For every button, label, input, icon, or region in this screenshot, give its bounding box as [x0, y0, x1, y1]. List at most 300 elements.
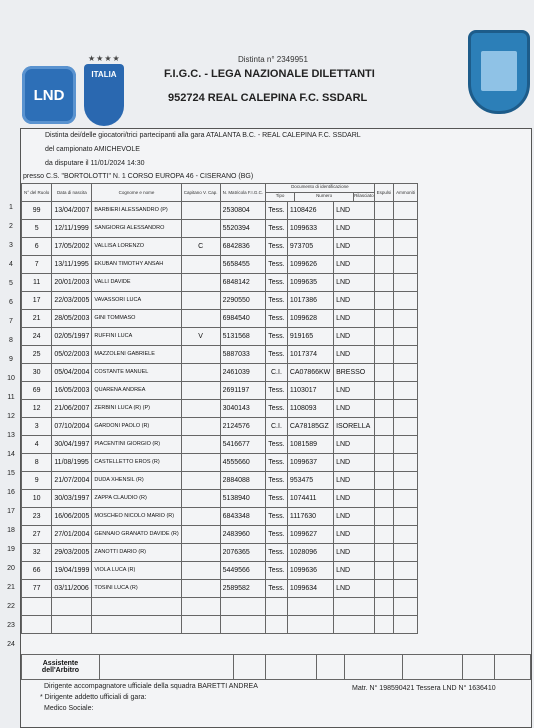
cell-cap — [181, 382, 220, 400]
cell-rilasciato: LND — [334, 382, 375, 400]
cell-espulsi — [374, 472, 394, 490]
cell-nome: BARBIERI ALESSANDRO (P) — [92, 202, 181, 220]
venue-info: presso C.S. "BORTOLOTTI" N. 1 CORSO EUROPA 46 - CISERANO (BG) — [23, 173, 254, 180]
championship-info: del campionato AMICHEVOLE — [45, 146, 140, 153]
cell-matricola: 5416677 — [220, 436, 266, 454]
cell-numero: 1017374 — [287, 346, 333, 364]
dirigente-addetto: * Dirigente addetto ufficiali di gara: — [40, 694, 147, 701]
cell-nascita: 05/02/2003 — [52, 346, 92, 364]
cell-rilasciato: LND — [334, 580, 375, 598]
cell-espulsi — [374, 400, 394, 418]
cell-matricola: 2483960 — [220, 526, 266, 544]
lnd-logo — [22, 66, 76, 124]
table-row — [22, 580, 418, 598]
cell-espulsi — [374, 616, 394, 634]
row-number: 16 — [7, 489, 15, 496]
real-calepina-club-crest — [468, 30, 530, 114]
cell-tipo: Tess. — [266, 454, 288, 472]
cell-cap — [181, 364, 220, 382]
cell-tipo: Tess. — [266, 580, 288, 598]
cell-numero: 1074411 — [287, 490, 333, 508]
cell-numero: 953475 — [287, 472, 333, 490]
cell-rilasciato: LND — [334, 292, 375, 310]
cell-ammoniti — [394, 328, 418, 346]
cell-espulsi — [374, 598, 394, 616]
cell-ammoniti — [394, 400, 418, 418]
cell-ruolo: 4 — [22, 436, 52, 454]
cell-ammoniti — [394, 256, 418, 274]
cell-cap — [181, 454, 220, 472]
cell-cap — [181, 598, 220, 616]
table-row — [22, 418, 418, 436]
cell-matricola: 6842836 — [220, 238, 266, 256]
cell-matricola: 4555660 — [220, 454, 266, 472]
cell-numero: 1028096 — [287, 544, 333, 562]
cell-espulsi — [374, 346, 394, 364]
row-number: 14 — [7, 451, 15, 458]
figc-italia-logo — [84, 64, 124, 126]
cell-espulsi — [374, 454, 394, 472]
table-row — [22, 508, 418, 526]
cell-nome: EKUBAN TIMOTHY ANSAH — [92, 256, 181, 274]
cell-cap — [181, 400, 220, 418]
cell-nome: VALLISA LORENZO — [92, 238, 181, 256]
cell-matricola: 5138940 — [220, 490, 266, 508]
cell-rilasciato: LND — [334, 220, 375, 238]
cell-nascita: 20/01/2003 — [52, 274, 92, 292]
cell-rilasciato: LND — [334, 544, 375, 562]
cell-numero: 1099637 — [287, 454, 333, 472]
cell-ammoniti — [394, 202, 418, 220]
cell-espulsi — [374, 202, 394, 220]
cell-nome: MOSCHEO NICOLO MARIO (R) — [92, 508, 181, 526]
cell-rilasciato: BRESSO — [334, 364, 375, 382]
cell-matricola — [220, 616, 266, 634]
cell-ammoniti — [394, 454, 418, 472]
cell-matricola: 2076365 — [220, 544, 266, 562]
row-number: 23 — [7, 622, 15, 629]
row-number: 7 — [9, 318, 13, 325]
cell-tipo: Tess. — [266, 256, 288, 274]
cell-nome: MAZZOLENI GABRIELE — [92, 346, 181, 364]
cell-nascita: 27/01/2004 — [52, 526, 92, 544]
cell-nome: GINI TOMMASO — [92, 310, 181, 328]
table-row — [22, 238, 418, 256]
cell-tipo: Tess. — [266, 490, 288, 508]
cell-cap — [181, 436, 220, 454]
cell-ammoniti — [394, 508, 418, 526]
row-number: 21 — [7, 584, 15, 591]
row-number: 2 — [9, 223, 13, 230]
cell-nascita: 29/03/2005 — [52, 544, 92, 562]
cell-numero: 1099626 — [287, 256, 333, 274]
cell-nome: ZANOTTI DARIO (R) — [92, 544, 181, 562]
cell-nome: CASTELLETTO EROS (R) — [92, 454, 181, 472]
cell-espulsi — [374, 256, 394, 274]
cell-tipo: Tess. — [266, 436, 288, 454]
cell-nascita — [52, 616, 92, 634]
cell-rilasciato: LND — [334, 454, 375, 472]
cell-ruolo: 77 — [22, 580, 52, 598]
distinta-number: Distinta n° 2349951 — [238, 55, 308, 64]
table-row — [22, 598, 418, 616]
cell-nome: DUDA XHENSIL (R) — [92, 472, 181, 490]
row-number: 11 — [7, 394, 15, 401]
cell-rilasciato: LND — [334, 526, 375, 544]
cell-tipo: Tess. — [266, 292, 288, 310]
cell-nascita: 17/05/2002 — [52, 238, 92, 256]
table-row — [22, 472, 418, 490]
header-numero: Numero — [295, 193, 354, 201]
cell-ruolo: 11 — [22, 274, 52, 292]
distinta-sheet — [20, 128, 532, 728]
cell-nome: VAVASSORI LUCA — [92, 292, 181, 310]
header-matricola: N. Matricola F.I.G.C. — [220, 184, 266, 202]
cell-tipo: Tess. — [266, 202, 288, 220]
cell-ruolo: 10 — [22, 490, 52, 508]
cell-cap — [181, 292, 220, 310]
header-ammoniti: Ammoniti — [394, 184, 418, 202]
cell-numero: 919165 — [287, 328, 333, 346]
stars-decoration: ★★★★ — [88, 54, 121, 63]
cell-rilasciato: LND — [334, 490, 375, 508]
header-ruolo: N° del Ruolo — [22, 184, 52, 202]
cell-cap — [181, 202, 220, 220]
cell-nascita: 30/04/1997 — [52, 436, 92, 454]
cell-tipo: Tess. — [266, 400, 288, 418]
figc-logo-text: ITALIA — [91, 70, 117, 79]
table-row — [22, 544, 418, 562]
assistant-row — [21, 654, 531, 680]
cell-ammoniti — [394, 598, 418, 616]
cell-espulsi — [374, 490, 394, 508]
cell-numero: 1081589 — [287, 436, 333, 454]
cell-ruolo: 69 — [22, 382, 52, 400]
cell-espulsi — [374, 238, 394, 256]
cell-ruolo: 17 — [22, 292, 52, 310]
header-documento — [266, 184, 375, 202]
cell-tipo: Tess. — [266, 562, 288, 580]
cell-ruolo: 66 — [22, 562, 52, 580]
cell-cap — [181, 526, 220, 544]
cell-numero: 1108426 — [287, 202, 333, 220]
cell-tipo: Tess. — [266, 382, 288, 400]
cell-rilasciato: LND — [334, 400, 375, 418]
cell-rilasciato — [334, 616, 375, 634]
cell-matricola: 3040143 — [220, 400, 266, 418]
cell-nascita: 21/06/2007 — [52, 400, 92, 418]
cell-matricola: 5131568 — [220, 328, 266, 346]
row-number: 22 — [7, 603, 15, 610]
cell-nascita: 05/04/2004 — [52, 364, 92, 382]
cell-matricola: 6984540 — [220, 310, 266, 328]
cell-matricola: 5449566 — [220, 562, 266, 580]
row-number: 20 — [7, 565, 15, 572]
row-number: 18 — [7, 527, 15, 534]
cell-nascita: 13/11/1995 — [52, 256, 92, 274]
cell-ammoniti — [394, 436, 418, 454]
table-row — [22, 346, 418, 364]
cell-cap: V — [181, 328, 220, 346]
cell-ammoniti — [394, 220, 418, 238]
cell-espulsi — [374, 562, 394, 580]
table-row — [22, 256, 418, 274]
club-title: 952724 REAL CALEPINA F.C. SSDARL — [168, 92, 368, 104]
cell-nascita: 12/11/1999 — [52, 220, 92, 238]
cell-tipo: Tess. — [266, 508, 288, 526]
row-number: 15 — [7, 470, 15, 477]
players-table — [21, 183, 418, 634]
cell-cap — [181, 310, 220, 328]
header-nascita: Data di nascita — [52, 184, 92, 202]
table-row — [22, 526, 418, 544]
row-number: 8 — [9, 337, 13, 344]
cell-tipo: Tess. — [266, 544, 288, 562]
table-row — [22, 490, 418, 508]
cell-nascita: 22/03/2005 — [52, 292, 92, 310]
dirigente-matricola: Matr. N° 198590421 Tessera LND N° 1636410 — [352, 685, 496, 692]
cell-espulsi — [374, 508, 394, 526]
cell-cap — [181, 616, 220, 634]
table-row — [22, 202, 418, 220]
cell-matricola: 6843348 — [220, 508, 266, 526]
header-documento-label: Documento di identificazione — [266, 184, 374, 193]
cell-nascita: 03/11/2006 — [52, 580, 92, 598]
cell-nascita: 16/06/2005 — [52, 508, 92, 526]
table-row — [22, 562, 418, 580]
cell-numero: 1099627 — [287, 526, 333, 544]
cell-cap: C — [181, 238, 220, 256]
row-number: 10 — [7, 375, 15, 382]
cell-matricola: 2530804 — [220, 202, 266, 220]
cell-nome: RUFFINI LUCA — [92, 328, 181, 346]
table-row — [22, 400, 418, 418]
cell-nome — [92, 598, 181, 616]
cell-cap — [181, 490, 220, 508]
cell-rilasciato: LND — [334, 274, 375, 292]
cell-espulsi — [374, 328, 394, 346]
table-row — [22, 364, 418, 382]
cell-rilasciato: LND — [334, 562, 375, 580]
row-number: 9 — [9, 356, 13, 363]
cell-ruolo: 3 — [22, 418, 52, 436]
cell-numero: 1099633 — [287, 220, 333, 238]
cell-matricola: 2124576 — [220, 418, 266, 436]
cell-nascita: 11/08/1995 — [52, 454, 92, 472]
cell-rilasciato: LND — [334, 472, 375, 490]
cell-rilasciato — [334, 598, 375, 616]
cell-cap — [181, 346, 220, 364]
assistant-label: Assistente dell'Arbitro — [41, 660, 79, 674]
cell-ammoniti — [394, 580, 418, 598]
cell-matricola: 2290550 — [220, 292, 266, 310]
cell-ammoniti — [394, 526, 418, 544]
cell-cap — [181, 256, 220, 274]
cell-tipo: Tess. — [266, 526, 288, 544]
table-row — [22, 454, 418, 472]
cell-numero: 1103017 — [287, 382, 333, 400]
cell-ammoniti — [394, 490, 418, 508]
cell-numero: 1099636 — [287, 562, 333, 580]
cell-nome: PIACENTINI GIORGIO (R) — [92, 436, 181, 454]
table-row — [22, 220, 418, 238]
cell-cap — [181, 220, 220, 238]
cell-ruolo: 12 — [22, 400, 52, 418]
cell-matricola: 2691197 — [220, 382, 266, 400]
cell-ruolo: 32 — [22, 544, 52, 562]
row-number: 17 — [7, 508, 15, 515]
cell-espulsi — [374, 292, 394, 310]
header-capitano: Capitano V. Cap. — [181, 184, 220, 202]
cell-ammoniti — [394, 544, 418, 562]
cell-numero: 1099634 — [287, 580, 333, 598]
cell-rilasciato: LND — [334, 202, 375, 220]
cell-ammoniti — [394, 616, 418, 634]
club-crest-inner — [481, 51, 517, 91]
cell-tipo: Tess. — [266, 310, 288, 328]
cell-ruolo: 21 — [22, 310, 52, 328]
cell-ruolo: 7 — [22, 256, 52, 274]
cell-tipo: Tess. — [266, 346, 288, 364]
cell-tipo: Tess. — [266, 220, 288, 238]
cell-espulsi — [374, 580, 394, 598]
row-number: 19 — [7, 546, 15, 553]
cell-nome: VALLI DAVIDE — [92, 274, 181, 292]
cell-numero: 1017386 — [287, 292, 333, 310]
cell-nome: ZERBINI LUCA (R) (P) — [92, 400, 181, 418]
cell-ammoniti — [394, 562, 418, 580]
cell-matricola: 2589582 — [220, 580, 266, 598]
table-row — [22, 616, 418, 634]
cell-nome: COSTANTE MANUEL — [92, 364, 181, 382]
cell-ruolo: 6 — [22, 238, 52, 256]
cell-cap — [181, 562, 220, 580]
cell-ammoniti — [394, 274, 418, 292]
cell-matricola: 6848142 — [220, 274, 266, 292]
cell-nascita: 07/10/2004 — [52, 418, 92, 436]
table-row — [22, 382, 418, 400]
cell-rilasciato: LND — [334, 436, 375, 454]
cell-espulsi — [374, 544, 394, 562]
row-number: 6 — [9, 299, 13, 306]
cell-cap — [181, 418, 220, 436]
cell-matricola: 2884088 — [220, 472, 266, 490]
cell-matricola: 5520394 — [220, 220, 266, 238]
cell-ammoniti — [394, 364, 418, 382]
header-rilasciato: Rilasciato — [354, 193, 374, 198]
assistant-label-cell — [22, 655, 100, 680]
cell-rilasciato: ISORELLA — [334, 418, 375, 436]
cell-ammoniti — [394, 292, 418, 310]
cell-tipo: Tess. — [266, 328, 288, 346]
cell-ammoniti — [394, 472, 418, 490]
cell-rilasciato: LND — [334, 346, 375, 364]
cell-nome: ZAPPA CLAUDIO (R) — [92, 490, 181, 508]
lnd-logo-text: LND — [33, 86, 65, 104]
cell-numero: 973705 — [287, 238, 333, 256]
cell-tipo: C.I. — [266, 364, 288, 382]
cell-nascita: 30/03/1997 — [52, 490, 92, 508]
cell-matricola: 2461039 — [220, 364, 266, 382]
table-row — [22, 328, 418, 346]
cell-ruolo: 99 — [22, 202, 52, 220]
cell-espulsi — [374, 526, 394, 544]
cell-ammoniti — [394, 418, 418, 436]
cell-nome: TOSINI LUCA (R) — [92, 580, 181, 598]
medico-sociale: Medico Sociale: — [44, 705, 94, 712]
cell-espulsi — [374, 418, 394, 436]
cell-tipo: Tess. — [266, 238, 288, 256]
cell-ammoniti — [394, 382, 418, 400]
cell-numero — [287, 616, 333, 634]
table-row — [22, 436, 418, 454]
cell-tipo: Tess. — [266, 274, 288, 292]
match-info: Distinta dei/delle giocatori/trici partecipanti alla gara ATALANTA B.C. - REAL CALEPINA F.C. SSDARL — [45, 132, 361, 139]
cell-ruolo — [22, 598, 52, 616]
cell-rilasciato: LND — [334, 256, 375, 274]
row-number: 1 — [9, 204, 13, 211]
cell-ruolo: 9 — [22, 472, 52, 490]
cell-numero: CA78185GZ — [287, 418, 333, 436]
cell-espulsi — [374, 310, 394, 328]
row-number: 12 — [7, 413, 15, 420]
cell-cap — [181, 472, 220, 490]
cell-ammoniti — [394, 310, 418, 328]
table-row — [22, 310, 418, 328]
cell-ruolo: 30 — [22, 364, 52, 382]
cell-nome: QUARENA ANDREA — [92, 382, 181, 400]
cell-nome: GENNAIO GRANATO DAVIDE (R) — [92, 526, 181, 544]
cell-numero: 1099635 — [287, 274, 333, 292]
cell-matricola: 5887033 — [220, 346, 266, 364]
header-espulsi: Espulsi — [374, 184, 394, 202]
row-number: 5 — [9, 280, 13, 287]
cell-nascita: 13/04/2007 — [52, 202, 92, 220]
cell-nome: VIOLA LUCA (R) — [92, 562, 181, 580]
federation-title: F.I.G.C. - LEGA NAZIONALE DILETTANTI — [164, 68, 375, 80]
cell-cap — [181, 544, 220, 562]
cell-tipo: Tess. — [266, 472, 288, 490]
cell-tipo — [266, 616, 288, 634]
cell-cap — [181, 274, 220, 292]
cell-matricola: 5658455 — [220, 256, 266, 274]
cell-espulsi — [374, 382, 394, 400]
cell-tipo: C.I. — [266, 418, 288, 436]
date-info: da disputare il 11/01/2024 14:30 — [45, 160, 145, 167]
cell-espulsi — [374, 274, 394, 292]
cell-nascita: 19/04/1999 — [52, 562, 92, 580]
cell-tipo — [266, 598, 288, 616]
cell-nome — [92, 616, 181, 634]
cell-rilasciato: LND — [334, 310, 375, 328]
cell-cap — [181, 508, 220, 526]
cell-numero: 1108093 — [287, 400, 333, 418]
cell-nascita: 16/05/2003 — [52, 382, 92, 400]
cell-numero: 1099628 — [287, 310, 333, 328]
cell-numero — [287, 598, 333, 616]
cell-ammoniti — [394, 346, 418, 364]
cell-ruolo: 23 — [22, 508, 52, 526]
row-number: 3 — [9, 242, 13, 249]
cell-ammoniti — [394, 238, 418, 256]
cell-ruolo: 8 — [22, 454, 52, 472]
header-nome: Cognome e nome — [92, 184, 181, 202]
cell-rilasciato: LND — [334, 238, 375, 256]
cell-nome: SANGIORGI ALESSANDRO — [92, 220, 181, 238]
cell-rilasciato: LND — [334, 328, 375, 346]
cell-cap — [181, 580, 220, 598]
cell-nome: GARDONI PAOLO (R) — [92, 418, 181, 436]
